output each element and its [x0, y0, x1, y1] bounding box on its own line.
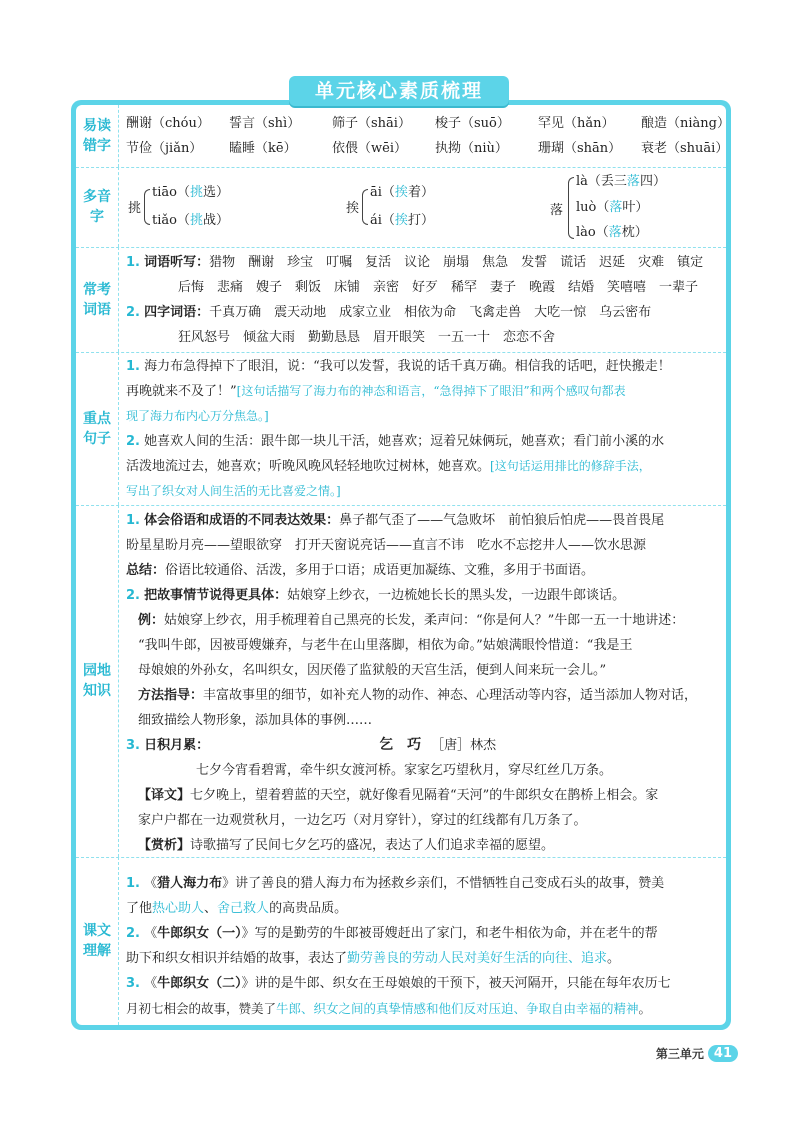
text-line: 狂风怒号 倾盆大雨 勤勤恳恳 眉开眼笑 一五一十 恋恋不舍: [178, 330, 556, 345]
polyphone-reading: ái（挨打）: [370, 213, 434, 228]
annotation: 现了海力布内心万分焦急。]: [126, 409, 269, 423]
text-line: 后悔 悲痛 嫂子 剩饭 床铺 亲密 好歹 稀罕 妻子 晚霞 结婚 笑嘻嘻 一辈子: [178, 280, 699, 295]
section-duoyin: [76, 167, 726, 248]
poem-title: 乞 巧: [379, 737, 422, 753]
word-item: 衰老（shuāi）: [641, 141, 729, 156]
category-label: 重点 句子: [76, 352, 119, 505]
text-line: 母娘娘的外孙女，名叫织女，因厌倦了监狱般的天宫生活，便到人间来玩一会儿。”: [138, 663, 607, 678]
poem-author: ［唐］林杰: [431, 738, 497, 753]
polyphone-reading: āi（挨着）: [370, 185, 434, 200]
text-line: 1. 体会俗语和成语的不同表达效果：鼻子都气歪了——气急败坏 前怕狼后怕虎——畏首畏尾: [126, 513, 665, 528]
text-line: 家户户都在一边观赏秋月，一边乞巧（对月穿针），穿过的红线都有几万条了。: [138, 813, 587, 828]
word-item: 瞌睡（kē）: [229, 141, 297, 156]
category-label: 易读 错字: [76, 105, 119, 167]
brace: [362, 189, 368, 225]
text-line: 细致描绘人物形象，添加具体的事例……: [138, 713, 373, 728]
category-label: 园地 知识: [76, 505, 119, 857]
text-line: 1. 《猎人海力布》讲了善良的猎人海力布为拯救乡亲们，不惜牺牲自己变成石头的故事，赞美: [126, 876, 665, 891]
text-line: 月初七相会的故事，赞美了牛郎、织女之间的真挚情感和他们反对压迫、争取自由幸福的精神。: [126, 1001, 652, 1016]
text-line: 盼星星盼月亮——望眼欲穿 打开天窗说亮话——直言不讳 吃水不忘挖井人——饮水思源: [126, 538, 647, 553]
polyphone-char: 挨: [346, 201, 360, 216]
annotation: [这句话描写了海力布的神态和语言，“急得掉下了眼泪”和两个感叹句都表: [236, 384, 626, 398]
text-line: 1. 词语听写：猎物 酬谢 珍宝 叮嘱 复活 议论 崩塌 焦急 发誓 谎话 迟延 灾难 镇定: [126, 255, 704, 270]
polyphone-reading: luò（落叶）: [576, 200, 649, 215]
text-line: 【译文】七夕晚上，望着碧蓝的天空，就好像看见隔着“天河”的牛郎织女在鹊桥上相会。家: [138, 788, 659, 803]
text-line: 2. 四字词语：千真万确 震天动地 成家立业 相依为命 飞禽走兽 大吃一惊 乌云密布: [126, 305, 652, 320]
page-number: 41: [708, 1045, 738, 1062]
word-item: 珊瑚（shān）: [538, 141, 622, 156]
page-title: 单元核心素质梳理: [289, 76, 509, 106]
poem-verse: 七夕今宵看碧霄，牵牛织女渡河桥。家家乞巧望秋月，穿尽红丝几万条。: [196, 763, 613, 778]
word-item: 依偎（wēi）: [332, 141, 407, 156]
text-line: “我叫牛郎，因被哥嫂嫌弃，与老牛在山里落脚，相依为命。”姑娘满眼怜惜道：“我是王: [138, 638, 633, 653]
brace: [568, 177, 574, 239]
section-changkao: [76, 247, 726, 353]
word-item: 誓言（shì）: [229, 116, 301, 131]
text-line: 再晚就来不及了！”[这句话描写了海力布的神态和语言，“急得掉下了眼泪”和两个感叹句都表: [126, 384, 626, 399]
page-footer: [656, 1045, 738, 1062]
brace: [144, 189, 150, 225]
text-line: 助下和织女相识并结婚的故事，表达了勤劳善良的劳动人民对美好生活的向往、追求。: [126, 951, 621, 966]
text-line: 活泼地流过去，她喜欢；听晚风晚风轻轻地吹过树林，她喜欢。[这句话运用排比的修辞手法，: [126, 459, 651, 474]
text-line: 例：姑娘穿上纱衣，用手梳理着自己黑亮的长发，柔声问：“你是何人？”牛郎一五一十地讲述：: [138, 613, 685, 628]
unit-label: 第三单元: [655, 1047, 704, 1061]
category-label: 课文 理解: [76, 857, 119, 1025]
section-yuandi: [76, 505, 726, 858]
text-line: [126, 479, 720, 504]
polyphone-reading: là（丢三落四）: [576, 174, 666, 189]
polyphone-reading: lào（落枕）: [576, 225, 648, 240]
polyphone-reading: tiǎo（挑战）: [152, 213, 229, 228]
text-line: 2. 《牛郎织女（一）》写的是勤劳的牛郎被哥嫂赶出了家门，和老牛相依为命，并在老牛的帮: [126, 926, 658, 941]
section-zhongdian: [76, 352, 726, 506]
word-item: 节俭（jiǎn）: [126, 141, 203, 156]
text-line: 1. 海力布急得掉下了眼泪，说：“我可以发誓，我说的话千真万确。相信我的话吧，赶快搬走！: [126, 359, 671, 374]
annotation: [这句话运用排比的修辞手法，: [490, 459, 651, 473]
category-label: 多音 字: [76, 167, 119, 247]
word-row: [126, 136, 729, 161]
word-item: 筛子（shāi）: [332, 116, 411, 131]
text-line: 3. 日积月累： 乞 巧 ［唐］林杰: [126, 733, 720, 758]
word-item: 罕见（hǎn）: [538, 116, 615, 131]
text-line: 3. 《牛郎织女（二）》讲的是牛郎、织女在王母娘娘的干预下，被天河隔开，只能在每年农历七: [126, 976, 671, 991]
text-line: 2. 她喜欢人间的生活：跟牛郎一块儿干活，她喜欢；逗着兄妹俩玩，她喜欢；看门前小溪的水: [126, 434, 665, 449]
text-line: 2. 把故事情节说得更具体：姑娘穿上纱衣，一边梳她长长的黑头发，一边跟牛郎谈话。: [126, 588, 626, 603]
word-item: 酬谢（chóu）: [126, 116, 210, 131]
text-line: 方法指导：丰富故事里的细节，如补充人物的动作、神态、心理活动等内容，适当添加人物对话，: [138, 688, 698, 703]
text-line: 了他热心助人、舍己救人的高贵品质。: [126, 901, 348, 916]
text-line: [126, 404, 720, 429]
polyphone-reading: tiāo（挑选）: [152, 185, 229, 200]
annotation: 写出了织女对人间生活的无比喜爱之情。]: [126, 484, 341, 498]
section-kewen: [76, 857, 726, 1025]
word-item: 执拗（niù）: [435, 141, 508, 156]
word-item: 酿造（niàng）: [641, 116, 730, 131]
text-line: 总结：俗语比较通俗、活泼，多用于口语；成语更加凝练、文雅，多用于书面语。: [126, 563, 595, 578]
word-row: [126, 111, 730, 136]
text-line: 【赏析】诗歌描写了民间七夕乞巧的盛况，表达了人们追求幸福的愿望。: [138, 838, 555, 853]
word-item: 梭子（suō）: [435, 116, 510, 131]
polyphone-char: 挑: [128, 201, 142, 216]
polyphone-char: 落: [550, 203, 564, 218]
section-yidu: [76, 105, 730, 168]
category-label: 常考 词语: [76, 247, 119, 352]
